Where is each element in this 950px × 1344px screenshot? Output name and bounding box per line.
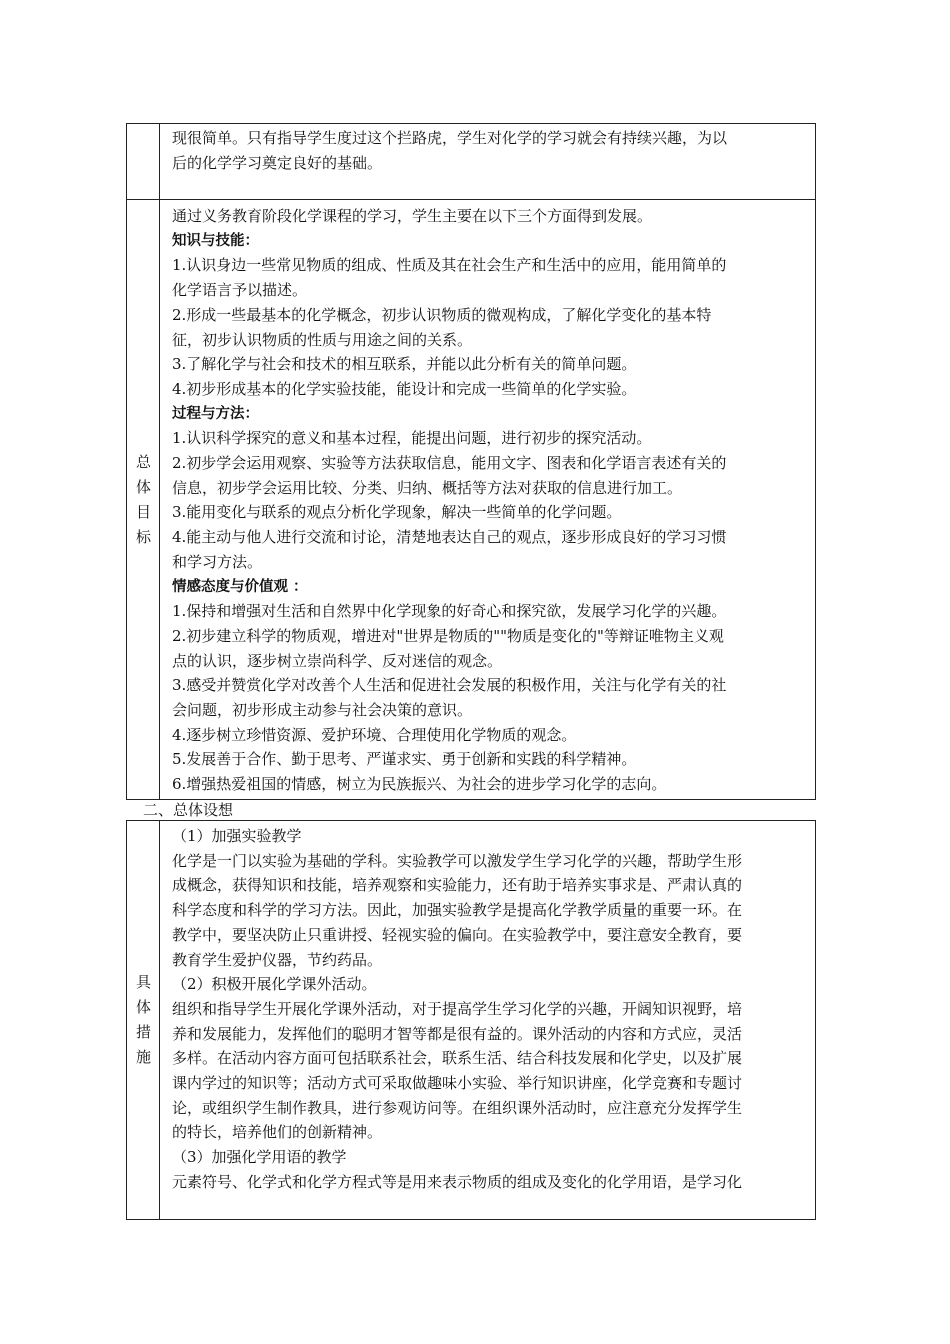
text-line: 成概念，获得知识和技能，培养观察和实验能力，还有助于培养实事求是、严肃认真的 [172, 876, 743, 895]
process-heading: 过程与方法： [172, 405, 259, 422]
text-line: 元素符号、化学式和化学方程式等是用来表示物质的组成及变化的化学用语，是学习化 [172, 1172, 743, 1191]
goals-label: 总 体 目 标 [136, 452, 152, 546]
goals-table [126, 199, 816, 800]
measures-content [160, 821, 815, 1219]
measures-table [126, 820, 816, 1220]
text-line: 化学是一门以实验为基础的学科。实验教学可以激发学生学习化学的兴趣，帮助学生形 [172, 851, 743, 870]
text-line: 论，或组织学生制作教具，进行参观访问等。在组织课外活动时，应注意充分发挥学生 [172, 1098, 743, 1117]
attitude-heading: 情感态度与价值观 ： [172, 578, 308, 595]
text-line: 化学语言予以描述。 [172, 281, 308, 300]
text-line: 2.形成一些最基本的化学概念，初步认识物质的微观构成，了解化学变化的基本特 [172, 305, 712, 324]
measures-label-cell [127, 821, 160, 1219]
text-line: 4.能主动与他人进行交流和讨论，清楚地表达自己的观点，逐步形成良好的学习习惯 [172, 528, 727, 547]
text-line: 信息，初步学会运用比较、分类、归纳、概括等方法对获取的信息进行加工。 [172, 478, 683, 497]
text-line: 2.初步学会运用观察、实验等方法获取信息，能用文字、图表和化学语言表述有关的 [172, 454, 727, 473]
goals-content [160, 200, 815, 799]
text-line: 2.初步建立科学的物质观，增进对"世界是物质的""物质是变化的"等辩证唯物主义观 [172, 626, 724, 645]
text-line: 3.了解化学与社会和技术的相互联系，并能以此分析有关的简单问题。 [172, 355, 637, 374]
text-line: 5.发展善于合作、勤于思考、严谨求实、勇于创新和实践的科学精神。 [172, 750, 637, 769]
text-line: 多样。在活动内容方面可包括联系社会，联系生活、结合科技发展和化学史，以及扩展 [172, 1049, 743, 1068]
knowledge-heading: 知识与技能： [172, 232, 259, 249]
text-line: （1）加强实验教学 [172, 827, 302, 845]
text-line: 4.逐步树立珍惜资源、爱护环境、合理使用化学物质的观念。 [172, 725, 577, 744]
text-line: 1.认识科学探究的意义和基本过程，能提出问题，进行初步的探究活动。 [172, 429, 652, 448]
text-line: 教学中，要坚决防止只重讲授、轻视实验的偏向。在实验教学中，要注意安全教育，要 [172, 925, 743, 944]
text-line: 3.能用变化与联系的观点分析化学现象，解决一些简单的化学问题。 [172, 503, 622, 522]
section-heading: 二、总体设想 [143, 801, 234, 819]
text-line: 后的化学学习奠定良好的基础。 [172, 153, 383, 172]
text-line: 科学态度和科学的学习方法。因此，加强实验教学是提高化学教学质量的重要一环。在 [172, 901, 743, 920]
text-line: 1.保持和增强对生活和自然界中化学现象的好奇心和探究欲，发展学习化学的兴趣。 [172, 602, 727, 621]
text-line: 课内学过的知识等；活动方式可采取做趣味小实验、举行知识讲座，化学竞赛和专题讨 [172, 1074, 743, 1093]
text-line: 点的认识，逐步树立崇尚科学、反对迷信的观念。 [172, 651, 503, 670]
measures-label: 具 体 措 施 [136, 973, 152, 1066]
text-line: 现很简单。只有指导学生度过这个拦路虎，学生对化学的学习就会有持续兴趣，为以 [172, 129, 728, 147]
text-line: 1.认识身边一些常见物质的组成、性质及其在社会生产和生活中的应用，能用简单的 [172, 256, 727, 275]
text-line: 3.感受并赞赏化学对改善个人生活和促进社会发展的积极作用，关注与化学有关的社 [172, 676, 727, 695]
text-line: （2）积极开展化学课外活动。 [172, 975, 377, 994]
text-line: （3）加强化学用语的教学 [172, 1148, 347, 1167]
text-line: 养和发展能力，发挥他们的聪明才智等都是很有益的。课外活动的内容和方式应，灵活 [172, 1024, 743, 1043]
text-line: 4.初步形成基本的化学实验技能，能设计和完成一些简单的化学实验。 [172, 379, 637, 398]
label-cell-empty [127, 124, 160, 199]
continuation-content [160, 124, 815, 199]
text-line: 会问题，初步形成主动参与社会决策的意识。 [172, 701, 473, 720]
text-line: 和学习方法。 [172, 552, 263, 571]
continuation-table [126, 123, 816, 200]
text-line: 征，初步认识物质的性质与用途之间的关系。 [172, 330, 473, 349]
goals-intro: 通过义务教育阶段化学课程的学习，学生主要在以下三个方面得到发展。 [172, 207, 653, 225]
goals-label-cell [127, 200, 160, 799]
text-line: 教育学生爱护仪器，节约药品。 [172, 950, 383, 969]
text-line: 6.增强热爱祖国的情感，树立为民族振兴、为社会的进步学习化学的志向。 [172, 775, 667, 794]
text-line: 的特长，培养他们的创新精神。 [172, 1123, 383, 1142]
text-line: 组织和指导学生开展化学课外活动，对于提高学生学习化学的兴趣，开阔知识视野，培 [172, 999, 743, 1018]
